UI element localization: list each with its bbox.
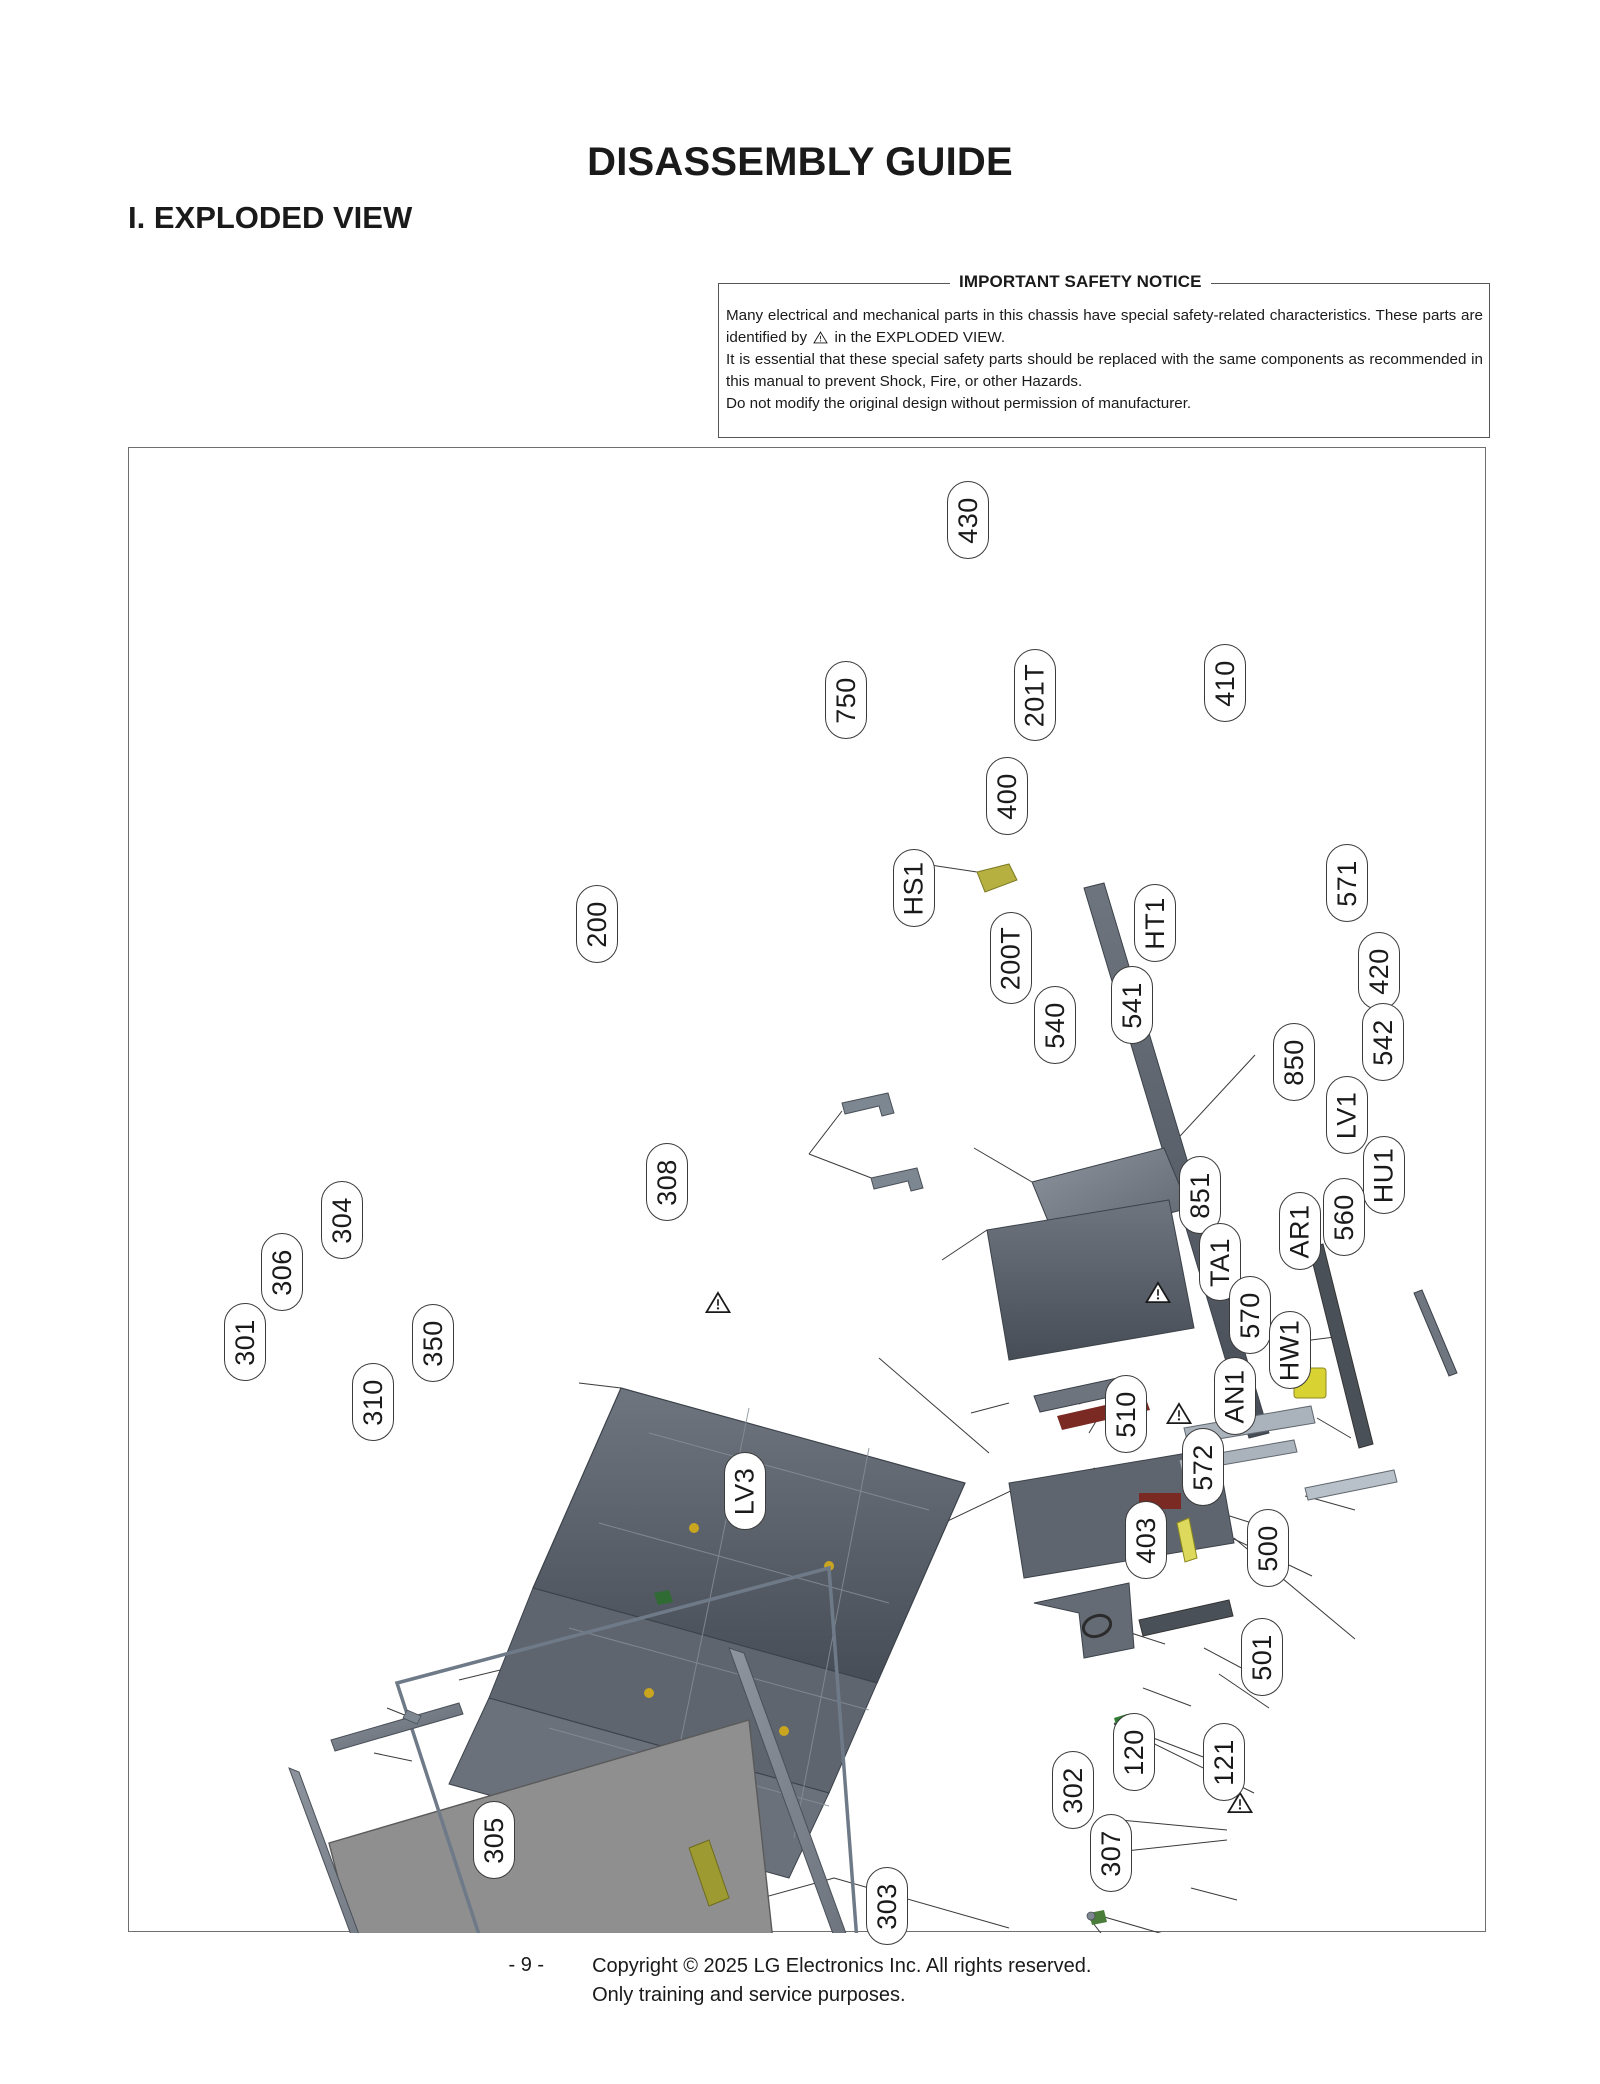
callout-350[interactable] (412, 1304, 454, 1382)
callout-label: 306 (266, 1248, 297, 1296)
warning-triangle-icon (813, 331, 828, 344)
callout-ar1[interactable] (1279, 1192, 1321, 1270)
callout-420[interactable] (1358, 932, 1400, 1010)
callout-label: TA1 (1204, 1237, 1235, 1287)
callout-120[interactable] (1113, 1713, 1155, 1791)
callout-430[interactable] (947, 481, 989, 559)
callout-label: 540 (1039, 1001, 1070, 1049)
callout-410[interactable] (1204, 644, 1246, 722)
copyright-notice (592, 1952, 1091, 2010)
callout-label: 570 (1234, 1291, 1265, 1339)
callout-560[interactable] (1323, 1178, 1365, 1256)
page-footer (0, 1952, 1600, 2010)
safety-notice-legend: IMPORTANT SAFETY NOTICE (950, 272, 1211, 292)
callout-301[interactable] (224, 1303, 266, 1381)
callout-label: 500 (1252, 1524, 1283, 1572)
safety-notice-text-1b: in the EXPLODED VIEW. (834, 328, 1006, 346)
callout-label: LV3 (729, 1467, 760, 1515)
callout-label: 120 (1118, 1728, 1149, 1776)
callout-label: 542 (1367, 1018, 1398, 1066)
callout-label: 350 (417, 1319, 448, 1367)
callout-501[interactable] (1241, 1618, 1283, 1696)
page-number: - 9 - (508, 1954, 545, 1976)
callout-label: 410 (1209, 659, 1240, 707)
page-title: DISASSEMBLY GUIDE (587, 140, 1013, 184)
callout-label: 121 (1208, 1738, 1239, 1786)
callout-label: 303 (871, 1882, 902, 1930)
callout-750[interactable] (825, 661, 867, 739)
callout-label: 400 (991, 772, 1022, 820)
callout-label: HU1 (1368, 1147, 1399, 1203)
callout-label: 851 (1184, 1171, 1215, 1219)
callout-label: 571 (1331, 859, 1362, 907)
callout-201t[interactable] (1014, 649, 1056, 741)
safety-notice-text-1a: Many electrical and mechanical parts in this chassis have special safety-related characteristics. These parts are identified by (726, 307, 1483, 346)
callout-label: 541 (1116, 981, 1147, 1029)
callout-label: HT1 (1139, 896, 1170, 950)
callout-layer (129, 448, 1485, 1931)
callout-label: 501 (1246, 1633, 1277, 1681)
callout-850[interactable] (1273, 1023, 1315, 1101)
callout-label: 420 (1363, 947, 1394, 995)
safety-notice-paragraph-2: It is essential that these special safety parts should be replaced with the same components as recommended in this manual to prevent Shock, Fire, or other Hazards. (726, 350, 1483, 390)
safety-notice-body (726, 305, 1483, 414)
callout-label: 200T (995, 926, 1026, 990)
callout-303[interactable] (866, 1867, 908, 1945)
callout-403[interactable] (1125, 1501, 1167, 1579)
callout-label: 850 (1278, 1038, 1309, 1086)
callout-label: 301 (229, 1318, 260, 1366)
callout-307[interactable] (1090, 1814, 1132, 1892)
callout-310[interactable] (352, 1363, 394, 1441)
callout-540[interactable] (1034, 986, 1076, 1064)
callout-label: 560 (1328, 1193, 1359, 1241)
callout-label: 307 (1095, 1829, 1126, 1877)
callout-304[interactable] (321, 1181, 363, 1259)
callout-541[interactable] (1111, 966, 1153, 1044)
safety-notice-paragraph-3: Do not modify the original design without permission of manufacturer. (726, 394, 1192, 412)
callout-label: HW1 (1274, 1319, 1305, 1381)
callout-302[interactable] (1052, 1751, 1094, 1829)
callout-510[interactable] (1105, 1375, 1147, 1453)
callout-label: 403 (1130, 1516, 1161, 1564)
callout-hu1[interactable] (1363, 1136, 1405, 1214)
callout-label: AN1 (1219, 1368, 1250, 1424)
callout-ht1[interactable] (1134, 884, 1176, 962)
callout-lv1[interactable] (1326, 1076, 1368, 1154)
callout-label: 572 (1187, 1443, 1218, 1491)
callout-label: 304 (326, 1196, 357, 1244)
callout-an1[interactable] (1214, 1357, 1256, 1435)
callout-label: 510 (1110, 1390, 1141, 1438)
section-heading: I. EXPLODED VIEW (128, 200, 413, 235)
callout-305[interactable] (473, 1801, 515, 1879)
callout-label: 430 (952, 496, 983, 544)
callout-label: LV1 (1331, 1091, 1362, 1139)
callout-570[interactable] (1229, 1276, 1271, 1354)
callout-542[interactable] (1362, 1003, 1404, 1081)
callout-label: AR1 (1284, 1203, 1315, 1259)
callout-200[interactable] (576, 885, 618, 963)
callout-label: 305 (478, 1816, 509, 1864)
callout-label: 201T (1019, 663, 1050, 727)
callout-306[interactable] (261, 1233, 303, 1311)
callout-121[interactable] (1203, 1723, 1245, 1801)
callout-571[interactable] (1326, 844, 1368, 922)
callout-hs1[interactable] (893, 849, 935, 927)
callout-label: 302 (1057, 1766, 1088, 1814)
exploded-view-diagram (128, 447, 1486, 1932)
callout-label: 310 (357, 1378, 388, 1426)
callout-label: 200 (581, 900, 612, 948)
copyright-line-1: Copyright © 2025 LG Electronics Inc. All rights reserved. (592, 1955, 1092, 1977)
callout-308[interactable] (646, 1143, 688, 1221)
safety-notice-paragraph-1 (726, 305, 1483, 349)
callout-851[interactable] (1179, 1156, 1221, 1234)
callout-label: 750 (830, 676, 861, 724)
callout-572[interactable] (1182, 1428, 1224, 1506)
callout-hw1[interactable] (1269, 1311, 1311, 1389)
callout-200t[interactable] (990, 912, 1032, 1004)
callout-label: HS1 (898, 860, 929, 916)
callout-400[interactable] (986, 757, 1028, 835)
callout-500[interactable] (1247, 1509, 1289, 1587)
callout-lv3[interactable] (724, 1452, 766, 1530)
callout-label: 308 (651, 1158, 682, 1206)
copyright-line-2: Only training and service purposes. (592, 1984, 906, 2006)
